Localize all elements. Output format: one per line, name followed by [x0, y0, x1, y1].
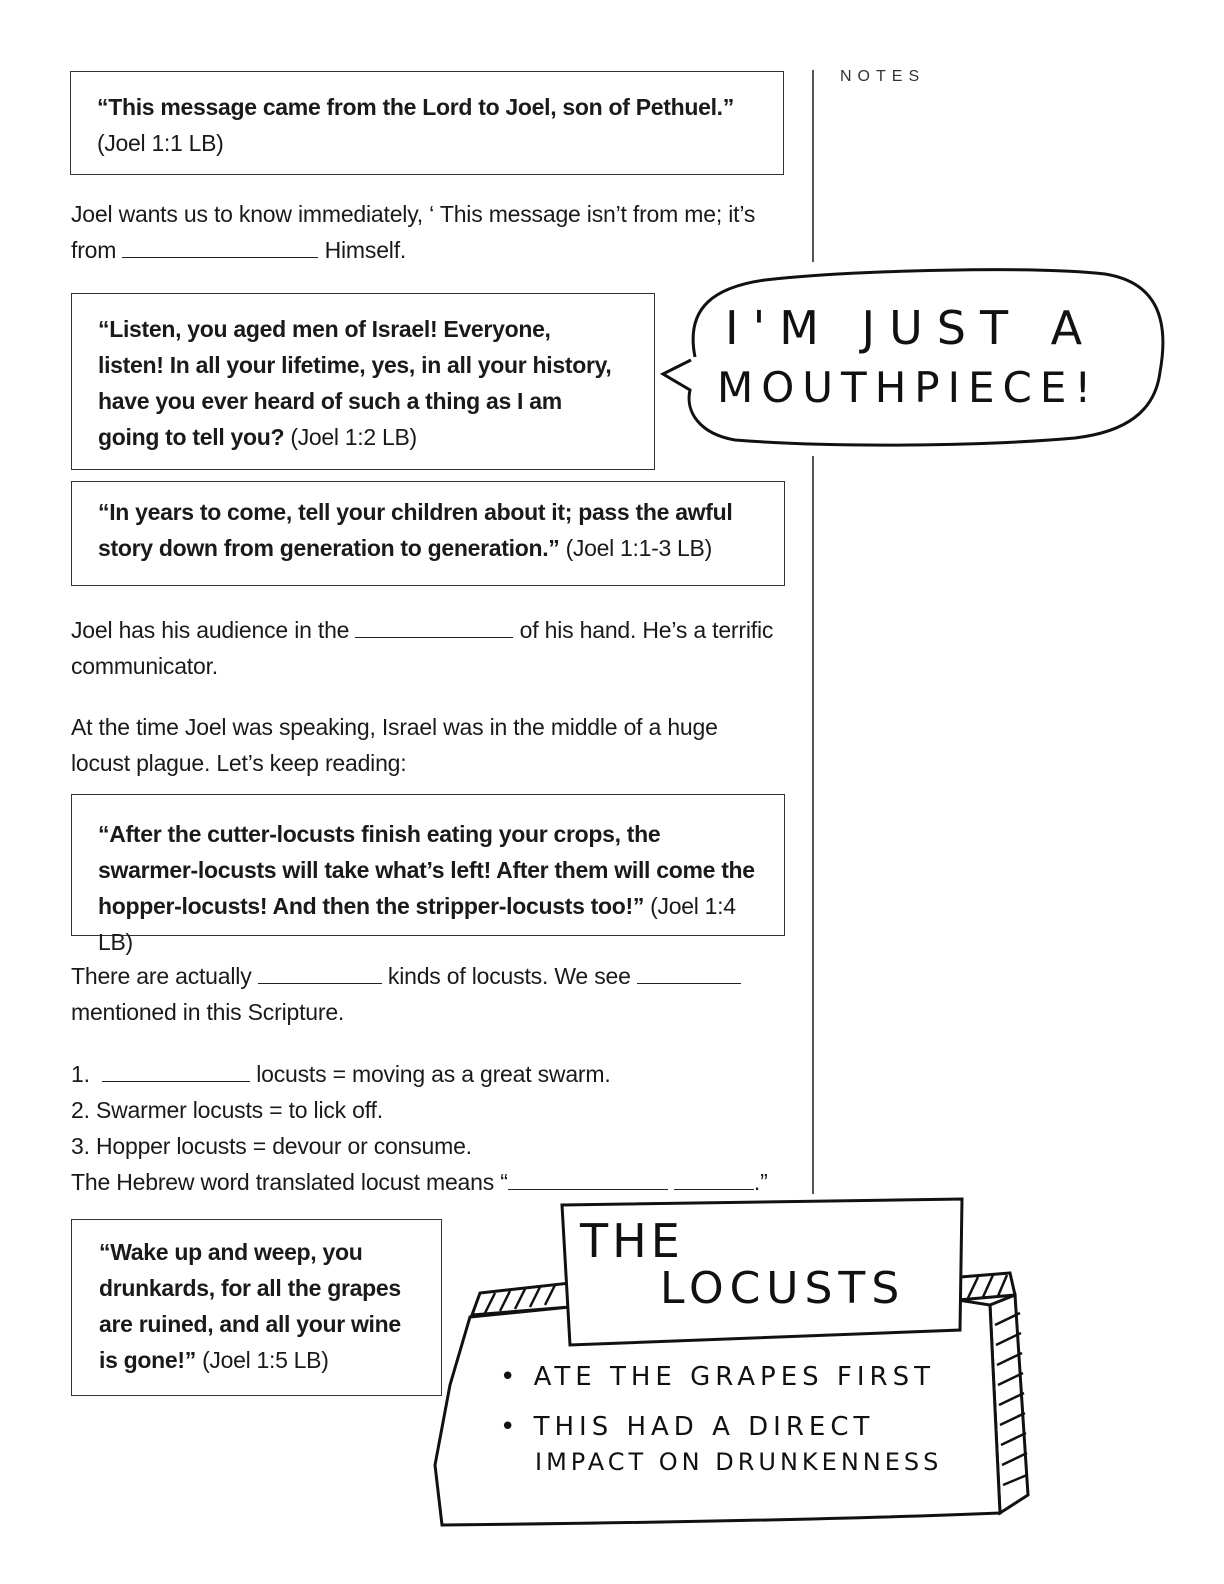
quote-4-ref: (Joel 1:4 LB) [98, 893, 736, 955]
paragraph-1-line-a: Joel wants us to know immediately, ‘ This message isn’t from me; it’s [71, 201, 756, 227]
locusts-sign-illustration [430, 1195, 1030, 1530]
paragraph-3: At the time Joel was speaking, Israel was in the middle of a huge locust plague. Let’s keep reading: [71, 714, 718, 776]
paragraph-2-line-a: Joel has his audience in the [71, 617, 350, 643]
list-item-1-text: locusts = moving as a great swarm. [256, 1061, 611, 1087]
quote-2-text: “Listen, you aged men of Israel! Everyone, listen! In all your lifetime, yes, in all your history, have you ever heard of such a thing as I am going to tell you? [98, 316, 612, 450]
paragraph-4 [71, 958, 801, 1030]
quote-3-ref: (Joel 1:1-3 LB) [565, 535, 712, 561]
sign-bullet-2-line-2: IMPACT ON DRUNKENNESS [535, 1448, 943, 1476]
quote-5-text: “Wake up and weep, you drunkards, for all the grapes are ruined, and all your wine is gone!” [99, 1239, 401, 1373]
paragraph-4-line-c: mentioned in this Scripture. [71, 999, 345, 1025]
paragraph-2-line-b: of his hand. He’s a terrific [519, 617, 774, 643]
fill-blank-5[interactable] [102, 1059, 250, 1082]
list-item [71, 1056, 811, 1092]
quote-box-1 [70, 71, 784, 175]
list-item-2: 2. Swarmer locusts = to lick off. [71, 1097, 383, 1123]
quote-1-text: “This message came from the Lord to Joel, son of Pethuel.” [97, 94, 734, 120]
paragraph-4-line-a: There are actually [71, 963, 252, 989]
fill-blank-7[interactable] [674, 1167, 754, 1190]
paragraph-2-line-c: communicator. [71, 653, 218, 679]
sign-bullet-2-line-1: • THIS HAD A DIRECT [500, 1412, 875, 1442]
paragraph-1-from: from [71, 237, 117, 263]
quote-4-text: “After the cutter-locusts finish eating your crops, the swarmer-locusts will take what’s left! After them will come the hopper-locusts! And then the stripper-locusts too!” [98, 821, 755, 919]
box-lid-right-hatch [968, 1275, 1007, 1298]
locust-list [71, 1056, 811, 1200]
quote-2-ref: (Joel 1:2 LB) [290, 424, 417, 450]
quote-3-text: “In years to come, tell your children about it; pass the awful story down from generation to generation.” [98, 499, 733, 561]
speech-bubble-line-1: I'M JUST A [725, 301, 1097, 355]
notes-label: NOTES [840, 68, 926, 85]
notes-divider-top [812, 70, 814, 262]
sign-bullet-1: • ATE THE GRAPES FIRST [500, 1362, 935, 1392]
fill-blank-1[interactable] [122, 235, 318, 258]
speech-bubble-illustration [655, 262, 1175, 452]
hebrew-meaning-close: .” [753, 1169, 768, 1195]
fill-blank-6[interactable] [508, 1167, 668, 1190]
quote-box-3 [71, 481, 785, 586]
paragraph-4-line-b: kinds of locusts. We see [387, 963, 631, 989]
paragraph-2 [71, 612, 801, 684]
paragraph-1-himself: Himself. [324, 237, 407, 263]
list-item-1-number: 1. [71, 1061, 90, 1087]
fill-blank-4[interactable] [637, 961, 741, 984]
paragraph-1 [71, 196, 791, 268]
sign-title-line-2: LOCUSTS [660, 1263, 906, 1314]
list-item-3: 3. Hopper locusts = devour or consume. [71, 1133, 472, 1159]
quote-box-5 [71, 1219, 442, 1396]
quote-box-4 [71, 794, 785, 955]
fill-blank-2[interactable] [355, 615, 513, 638]
sign-title-line-1: THE [580, 1214, 684, 1268]
quote-box-2 [71, 293, 655, 470]
hebrew-meaning-text: The Hebrew word translated locust means “ [71, 1169, 508, 1195]
quote-1-ref: (Joel 1:1 LB) [97, 130, 224, 156]
speech-bubble-line-2: MOUTHPIECE! [717, 363, 1100, 412]
quote-5-ref: (Joel 1:5 LB) [202, 1347, 329, 1373]
speech-bubble-outline [663, 270, 1163, 445]
notes-divider-middle [812, 456, 814, 1194]
fill-blank-3[interactable] [258, 961, 382, 984]
